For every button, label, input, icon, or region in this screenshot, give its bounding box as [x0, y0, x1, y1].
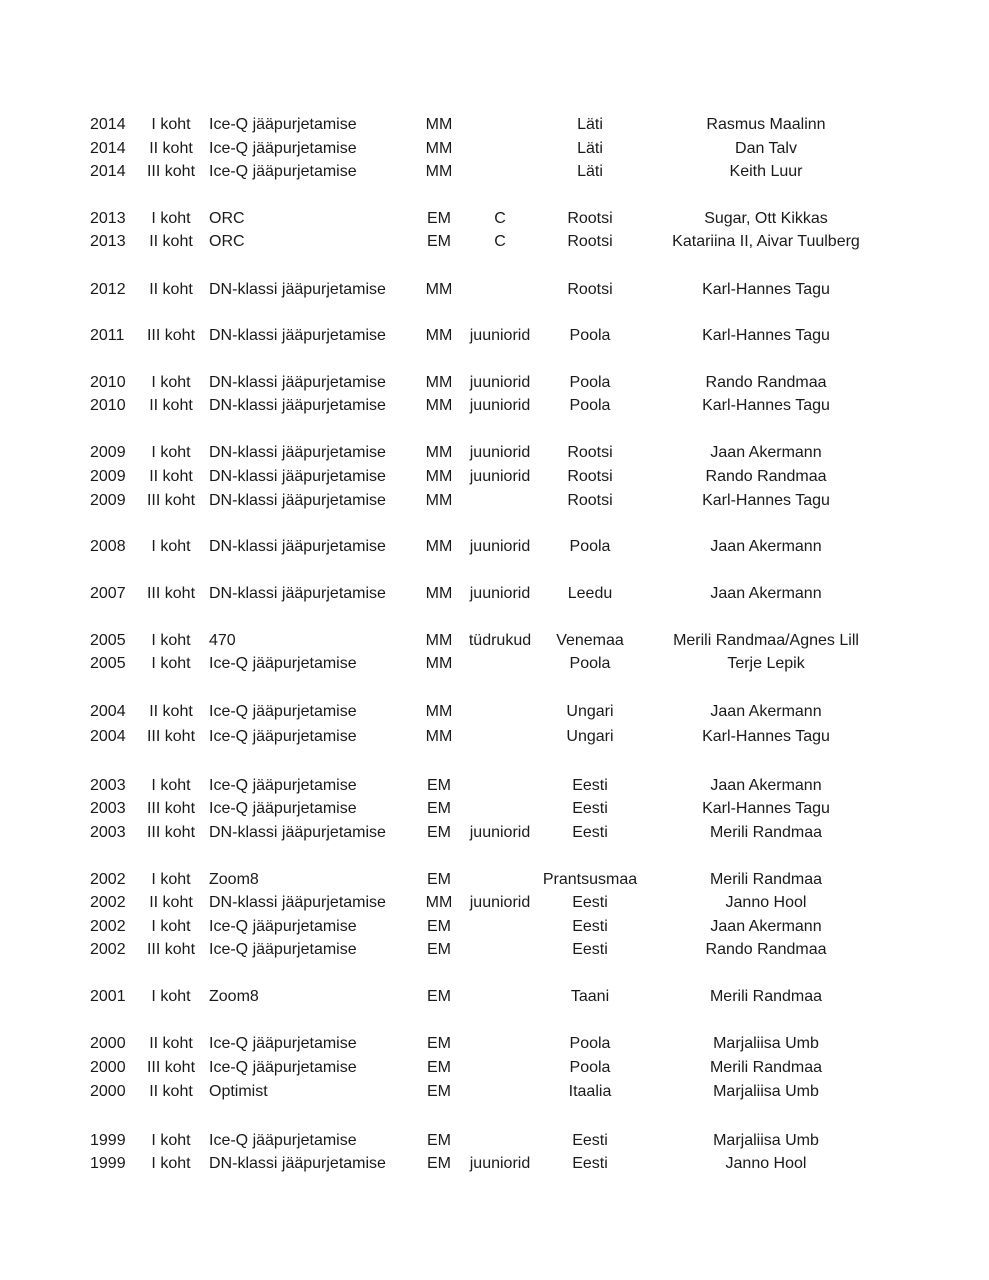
cell-place: I koht: [151, 918, 191, 935]
result-row: [0, 869, 989, 891]
result-row: [0, 395, 989, 417]
cell-champ: MM: [425, 327, 453, 344]
cell-country: Ungari: [566, 703, 614, 720]
cell-country: Prantsusmaa: [542, 871, 638, 888]
cell-place: I koht: [151, 116, 191, 133]
cell-names: Jaan Akermann: [710, 777, 822, 794]
cell-country: Leedu: [567, 585, 613, 602]
cell-names: Katariina II, Aivar Tuulberg: [672, 233, 860, 250]
cell-cat: C: [494, 233, 506, 250]
cell-names: Marjaliisa Umb: [713, 1035, 819, 1052]
cell-champ: MM: [425, 655, 453, 672]
cell-cat: juuniorid: [469, 824, 531, 841]
cell-names: Rasmus Maalinn: [706, 116, 826, 133]
result-row: [0, 1033, 989, 1055]
cell-place: III koht: [146, 163, 196, 180]
cell-event: DN-klassi jääpurjetamise: [209, 824, 386, 841]
cell-event: DN-klassi jääpurjetamise: [209, 1155, 386, 1172]
cell-event: Ice-Q jääpurjetamise: [209, 800, 357, 817]
cell-place: I koht: [151, 374, 191, 391]
cell-place: II koht: [149, 468, 193, 485]
cell-year: 1999: [90, 1132, 126, 1149]
result-row: [0, 372, 989, 394]
cell-country: Eesti: [572, 918, 608, 935]
cell-place: I koht: [151, 655, 191, 672]
cell-names: Jaan Akermann: [710, 538, 822, 555]
cell-event: Ice-Q jääpurjetamise: [209, 941, 357, 958]
cell-champ: MM: [425, 116, 453, 133]
cell-names: Karl-Hannes Tagu: [702, 492, 830, 509]
result-row: [0, 536, 989, 558]
cell-year: 2008: [90, 538, 126, 555]
cell-champ: MM: [425, 444, 453, 461]
result-row: [0, 892, 989, 914]
result-row: [0, 442, 989, 464]
cell-names: Janno Hool: [725, 1155, 807, 1172]
cell-country: Eesti: [572, 894, 608, 911]
cell-country: Rootsi: [567, 468, 613, 485]
cell-country: Rootsi: [567, 233, 613, 250]
cell-champ: MM: [425, 140, 453, 157]
result-row: [0, 822, 989, 844]
cell-event: Ice-Q jääpurjetamise: [209, 777, 357, 794]
cell-names: Jaan Akermann: [710, 585, 822, 602]
cell-place: I koht: [151, 210, 191, 227]
cell-champ: EM: [427, 871, 451, 888]
cell-names: Merili Randmaa/Agnes Lill: [673, 632, 859, 649]
cell-event: DN-klassi jääpurjetamise: [209, 327, 386, 344]
cell-event: Optimist: [209, 1083, 268, 1100]
cell-place: II koht: [149, 703, 193, 720]
result-row: [0, 653, 989, 675]
cell-place: III koht: [146, 327, 196, 344]
cell-names: Merili Randmaa: [709, 988, 823, 1005]
cell-cat: juuniorid: [469, 327, 531, 344]
cell-country: Läti: [577, 163, 603, 180]
result-row: [0, 726, 989, 748]
cell-champ: EM: [427, 800, 451, 817]
cell-year: 2001: [90, 988, 126, 1005]
cell-country: Eesti: [572, 777, 608, 794]
cell-country: Rootsi: [567, 492, 613, 509]
cell-champ: MM: [425, 397, 453, 414]
cell-place: II koht: [149, 140, 193, 157]
cell-year: 2014: [90, 116, 126, 133]
cell-champ: EM: [427, 1035, 451, 1052]
cell-year: 2002: [90, 871, 126, 888]
cell-champ: MM: [425, 632, 453, 649]
cell-champ: EM: [427, 988, 451, 1005]
cell-country: Eesti: [572, 941, 608, 958]
cell-place: II koht: [149, 1083, 193, 1100]
cell-names: Merili Randmaa: [709, 871, 823, 888]
cell-champ: EM: [427, 777, 451, 794]
cell-event: DN-klassi jääpurjetamise: [209, 374, 386, 391]
cell-cat: juuniorid: [469, 444, 531, 461]
cell-country: Poola: [569, 655, 611, 672]
cell-cat: juuniorid: [469, 894, 531, 911]
cell-country: Itaalia: [568, 1083, 612, 1100]
cell-place: I koht: [151, 444, 191, 461]
result-row: [0, 798, 989, 820]
cell-cat: juuniorid: [469, 585, 531, 602]
cell-year: 2005: [90, 655, 126, 672]
cell-place: III koht: [146, 492, 196, 509]
cell-event: DN-klassi jääpurjetamise: [209, 281, 386, 298]
cell-year: 2012: [90, 281, 126, 298]
result-row: [0, 208, 989, 230]
cell-country: Rootsi: [567, 210, 613, 227]
cell-year: 2013: [90, 233, 126, 250]
cell-year: 2009: [90, 444, 126, 461]
cell-country: Ungari: [566, 728, 614, 745]
cell-cat: juuniorid: [469, 374, 531, 391]
cell-place: III koht: [146, 585, 196, 602]
cell-cat: juuniorid: [469, 538, 531, 555]
cell-names: Rando Randmaa: [705, 941, 827, 958]
cell-place: II koht: [149, 397, 193, 414]
cell-place: I koht: [151, 871, 191, 888]
cell-country: Eesti: [572, 800, 608, 817]
cell-champ: MM: [425, 163, 453, 180]
cell-country: Poola: [569, 327, 611, 344]
cell-year: 2002: [90, 894, 126, 911]
result-row: [0, 1153, 989, 1175]
result-row: [0, 916, 989, 938]
cell-event: Ice-Q jääpurjetamise: [209, 918, 357, 935]
cell-names: Terje Lepik: [727, 655, 805, 672]
cell-champ: MM: [425, 492, 453, 509]
result-row: [0, 1057, 989, 1079]
cell-champ: MM: [425, 703, 453, 720]
cell-country: Rootsi: [567, 444, 613, 461]
cell-year: 2014: [90, 163, 126, 180]
cell-year: 2000: [90, 1059, 126, 1076]
cell-year: 2011: [90, 327, 125, 344]
result-row: [0, 325, 989, 347]
cell-names: Merili Randmaa: [709, 824, 823, 841]
cell-cat: juuniorid: [469, 1155, 531, 1172]
cell-champ: EM: [427, 233, 451, 250]
cell-year: 2002: [90, 918, 126, 935]
cell-champ: MM: [425, 281, 453, 298]
cell-place: I koht: [151, 988, 191, 1005]
cell-place: I koht: [151, 1132, 191, 1149]
cell-country: Taani: [570, 988, 610, 1005]
cell-place: III koht: [146, 728, 196, 745]
cell-names: Dan Talv: [735, 140, 797, 157]
cell-event: Ice-Q jääpurjetamise: [209, 140, 357, 157]
cell-place: II koht: [149, 281, 193, 298]
cell-event: Zoom8: [209, 871, 259, 888]
cell-country: Poola: [569, 538, 611, 555]
cell-names: Karl-Hannes Tagu: [702, 281, 830, 298]
cell-champ: EM: [427, 1083, 451, 1100]
cell-champ: EM: [427, 210, 451, 227]
cell-names: Keith Luur: [729, 163, 803, 180]
cell-names: Karl-Hannes Tagu: [702, 800, 830, 817]
cell-country: Poola: [569, 1059, 611, 1076]
result-row: [0, 583, 989, 605]
result-row: [0, 775, 989, 797]
cell-event: DN-klassi jääpurjetamise: [209, 492, 386, 509]
cell-champ: EM: [427, 1059, 451, 1076]
cell-event: Ice-Q jääpurjetamise: [209, 728, 357, 745]
cell-country: Poola: [569, 397, 611, 414]
cell-event: Ice-Q jääpurjetamise: [209, 703, 357, 720]
cell-event: DN-klassi jääpurjetamise: [209, 468, 386, 485]
cell-year: 2004: [90, 703, 126, 720]
cell-year: 2004: [90, 728, 126, 745]
cell-cat: tüdrukud: [468, 632, 532, 649]
cell-country: Rootsi: [567, 281, 613, 298]
result-row: [0, 114, 989, 136]
cell-champ: EM: [427, 1132, 451, 1149]
cell-year: 2007: [90, 585, 126, 602]
cell-event: Ice-Q jääpurjetamise: [209, 1035, 357, 1052]
cell-cat: juuniorid: [469, 397, 531, 414]
cell-event: Ice-Q jääpurjetamise: [209, 116, 357, 133]
cell-country: Läti: [577, 140, 603, 157]
cell-champ: MM: [425, 468, 453, 485]
cell-year: 2014: [90, 140, 126, 157]
cell-place: I koht: [151, 1155, 191, 1172]
result-row: [0, 279, 989, 301]
cell-country: Poola: [569, 374, 611, 391]
cell-names: Karl-Hannes Tagu: [702, 397, 830, 414]
cell-year: 2003: [90, 800, 126, 817]
cell-event: ORC: [209, 210, 245, 227]
result-row: [0, 939, 989, 961]
cell-names: Rando Randmaa: [705, 374, 827, 391]
cell-champ: MM: [425, 585, 453, 602]
cell-champ: EM: [427, 918, 451, 935]
result-row: [0, 1081, 989, 1103]
cell-event: DN-klassi jääpurjetamise: [209, 585, 386, 602]
cell-year: 2002: [90, 941, 126, 958]
result-row: [0, 986, 989, 1008]
result-row: [0, 1130, 989, 1152]
cell-champ: MM: [425, 728, 453, 745]
cell-event: Ice-Q jääpurjetamise: [209, 163, 357, 180]
cell-names: Marjaliisa Umb: [713, 1083, 819, 1100]
cell-event: 470: [209, 632, 236, 649]
cell-country: Eesti: [572, 824, 608, 841]
cell-event: ORC: [209, 233, 245, 250]
cell-names: Janno Hool: [725, 894, 807, 911]
cell-country: Eesti: [572, 1132, 608, 1149]
cell-names: Merili Randmaa: [709, 1059, 823, 1076]
result-row: [0, 630, 989, 652]
cell-names: Jaan Akermann: [710, 444, 822, 461]
cell-names: Karl-Hannes Tagu: [702, 728, 830, 745]
cell-year: 2010: [90, 397, 126, 414]
cell-place: II koht: [149, 1035, 193, 1052]
cell-year: 2003: [90, 777, 126, 794]
cell-event: DN-klassi jääpurjetamise: [209, 538, 386, 555]
cell-champ: MM: [425, 894, 453, 911]
result-row: [0, 161, 989, 183]
result-row: [0, 138, 989, 160]
cell-country: Läti: [577, 116, 603, 133]
cell-event: Zoom8: [209, 988, 259, 1005]
cell-event: DN-klassi jääpurjetamise: [209, 444, 386, 461]
cell-place: I koht: [151, 538, 191, 555]
cell-place: I koht: [151, 632, 191, 649]
cell-year: 2000: [90, 1035, 126, 1052]
cell-event: Ice-Q jääpurjetamise: [209, 1059, 357, 1076]
result-row: [0, 701, 989, 723]
cell-names: Rando Randmaa: [705, 468, 827, 485]
cell-country: Eesti: [572, 1155, 608, 1172]
cell-place: III koht: [146, 824, 196, 841]
cell-year: 2009: [90, 492, 126, 509]
cell-event: DN-klassi jääpurjetamise: [209, 894, 386, 911]
cell-place: III koht: [146, 1059, 196, 1076]
cell-champ: MM: [425, 538, 453, 555]
cell-champ: EM: [427, 824, 451, 841]
cell-place: I koht: [151, 777, 191, 794]
cell-year: 2005: [90, 632, 126, 649]
cell-cat: juuniorid: [469, 468, 531, 485]
cell-names: Karl-Hannes Tagu: [702, 327, 830, 344]
cell-year: 1999: [90, 1155, 126, 1172]
cell-champ: EM: [427, 1155, 451, 1172]
result-row: [0, 231, 989, 253]
result-row: [0, 490, 989, 512]
cell-event: Ice-Q jääpurjetamise: [209, 655, 357, 672]
cell-place: III koht: [146, 941, 196, 958]
cell-place: II koht: [149, 894, 193, 911]
cell-names: Sugar, Ott Kikkas: [704, 210, 828, 227]
cell-place: II koht: [149, 233, 193, 250]
cell-names: Jaan Akermann: [710, 918, 822, 935]
cell-year: 2009: [90, 468, 126, 485]
cell-champ: EM: [427, 941, 451, 958]
cell-year: 2000: [90, 1083, 126, 1100]
cell-country: Poola: [569, 1035, 611, 1052]
cell-place: III koht: [146, 800, 196, 817]
cell-country: Venemaa: [556, 632, 624, 649]
cell-names: Marjaliisa Umb: [713, 1132, 819, 1149]
cell-event: DN-klassi jääpurjetamise: [209, 397, 386, 414]
result-row: [0, 466, 989, 488]
cell-year: 2010: [90, 374, 126, 391]
cell-year: 2013: [90, 210, 126, 227]
cell-year: 2003: [90, 824, 126, 841]
cell-cat: C: [494, 210, 506, 227]
cell-event: Ice-Q jääpurjetamise: [209, 1132, 357, 1149]
cell-names: Jaan Akermann: [710, 703, 822, 720]
cell-champ: MM: [425, 374, 453, 391]
